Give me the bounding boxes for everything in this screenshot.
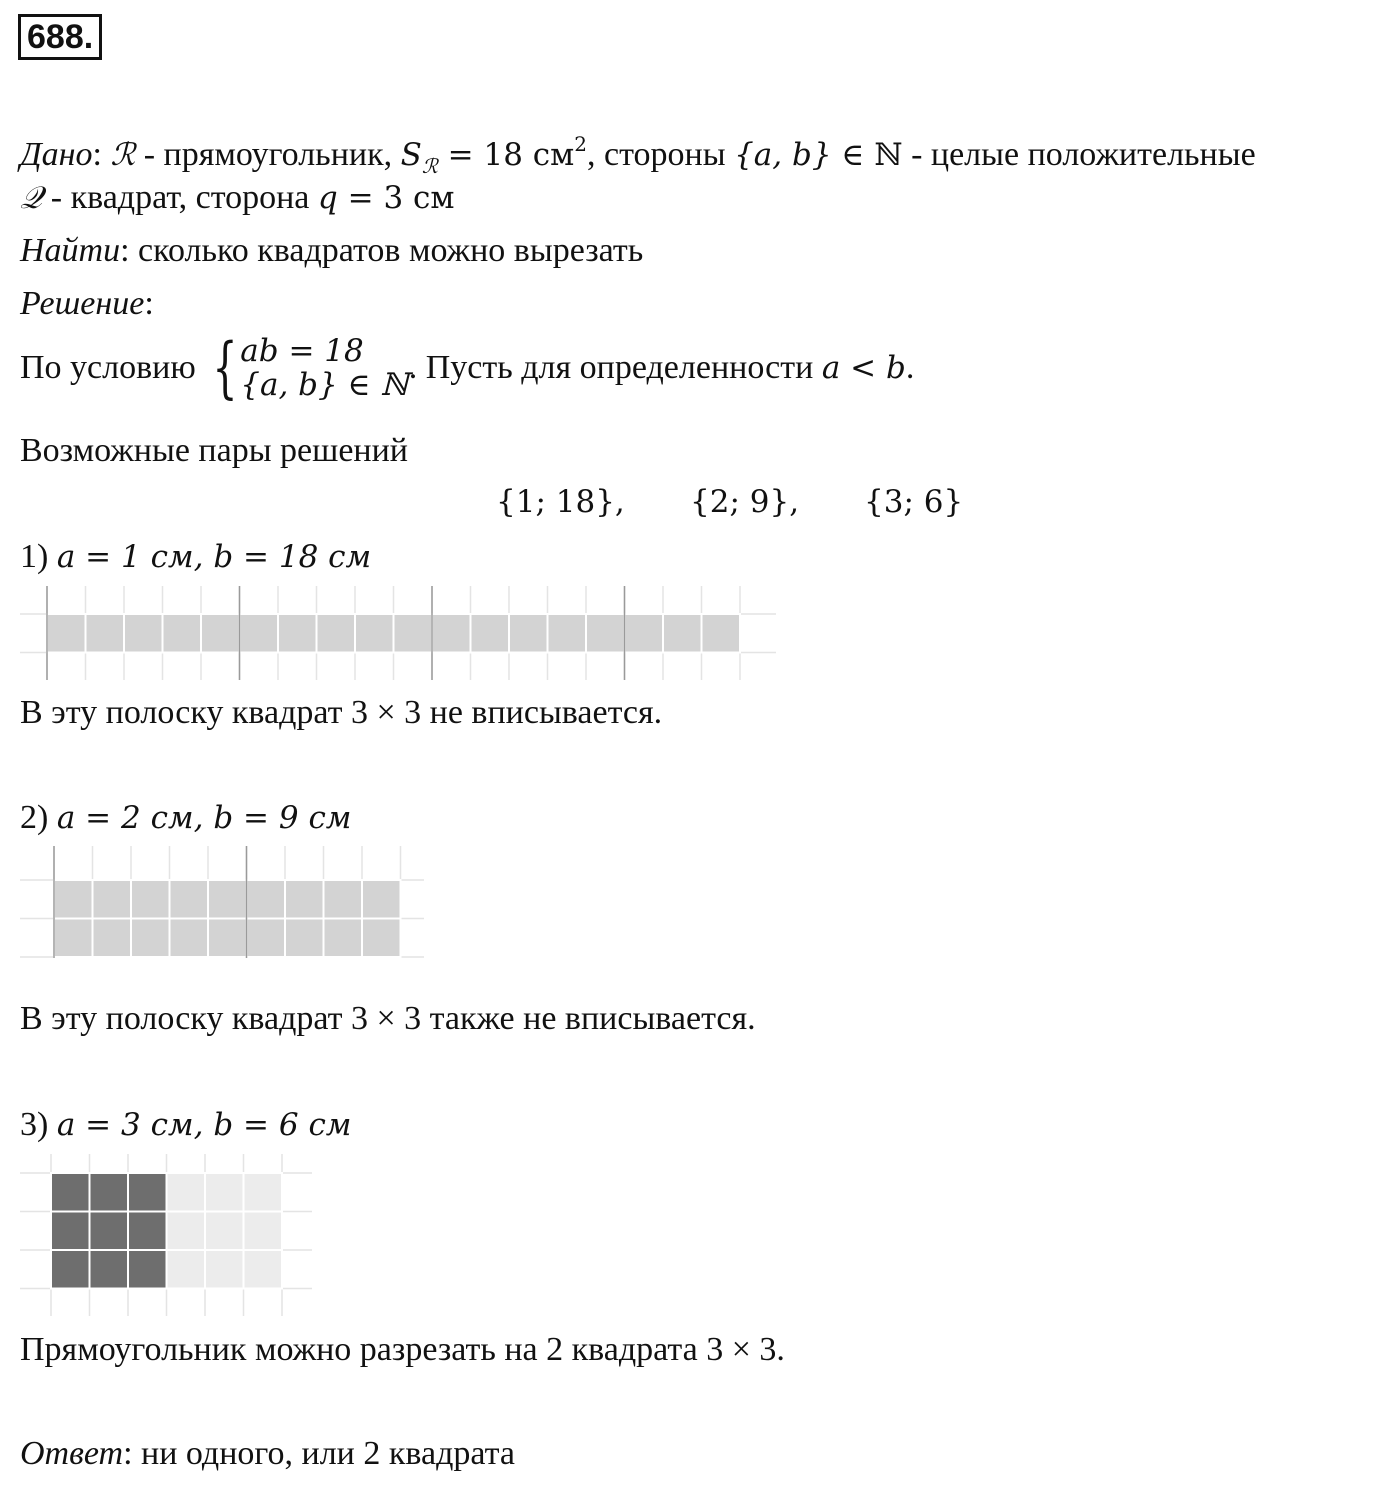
strip-cell — [324, 880, 363, 919]
strip-cell — [208, 880, 247, 919]
condition-inequality: a < b — [821, 350, 906, 386]
find-text: : сколько квадратов можно вырезать — [120, 232, 644, 269]
area-value: = 18 см — [437, 137, 575, 173]
strip-cell — [432, 614, 471, 653]
condition-text: . Пусть для определенности — [408, 349, 822, 386]
pair-item-3: {3; 6} — [864, 484, 964, 520]
solution-colon: : — [144, 285, 154, 322]
side-value: = 3 см — [337, 180, 455, 216]
system-row-1: ab = 18 — [240, 333, 364, 369]
given-square-text: - квадрат, сторона — [42, 179, 318, 216]
strip-cell — [205, 1173, 244, 1212]
case-3-equation: a = 3 см, b = 6 см — [56, 1107, 352, 1143]
strip-1x18-figure — [20, 586, 776, 680]
pair-item-1: {1; 18}, — [496, 484, 625, 520]
area-symbol: S — [400, 137, 422, 173]
strip-cell — [86, 614, 125, 653]
strip-cell — [205, 1250, 244, 1289]
strip-cell — [167, 1173, 206, 1212]
solution-line — [20, 284, 154, 324]
strip-cell — [93, 880, 132, 919]
strip-cell — [131, 919, 170, 958]
strip-cell — [244, 1250, 283, 1289]
naturals-membership: ∈ ℕ — [831, 137, 903, 173]
strip-cell — [625, 614, 664, 653]
strip-cell — [394, 614, 433, 653]
system-row-2: {a, b} ∈ ℕ — [240, 367, 409, 403]
strip-cell — [247, 880, 286, 919]
cut-square-cell — [90, 1212, 129, 1251]
case-1-equation: a = 1 см, b = 18 см — [56, 539, 372, 575]
cut-square-cell — [90, 1250, 129, 1289]
strip-cell — [201, 614, 240, 653]
cut-square-cell — [51, 1173, 90, 1212]
area-unit-power: 2 — [574, 132, 588, 156]
given-positive-text: - целые положительные — [902, 136, 1256, 173]
strip-cell — [355, 614, 394, 653]
strip-cell — [702, 614, 741, 653]
strip-cell — [163, 614, 202, 653]
strip-2x9-figure — [20, 846, 424, 958]
strip-cell — [208, 919, 247, 958]
strip-cell — [167, 1250, 206, 1289]
case-1-heading — [20, 537, 371, 577]
strip-cell — [247, 919, 286, 958]
strip-cell — [205, 1212, 244, 1251]
strip-cell — [170, 919, 209, 958]
condition-dot: . — [905, 349, 915, 386]
strip-cell — [548, 614, 587, 653]
side-symbol: q — [317, 180, 338, 216]
cut-square-cell — [128, 1212, 167, 1251]
cut-square-cell — [128, 1250, 167, 1289]
strip-cell — [93, 919, 132, 958]
square-symbol: 𝒬 — [20, 180, 43, 216]
strip-cell — [170, 880, 209, 919]
strip-cell — [509, 614, 548, 653]
pair-item-2: {2; 9}, — [690, 484, 800, 520]
rect-3x6-figure — [20, 1154, 312, 1316]
strip-cell — [124, 614, 163, 653]
rect-symbol: ℛ — [110, 137, 136, 173]
strip-cell — [131, 880, 170, 919]
cut-square-cell — [128, 1173, 167, 1212]
strip-cell — [240, 614, 279, 653]
condition-line — [20, 329, 915, 406]
strip-cell — [47, 614, 86, 653]
case-1-label: 1) — [20, 538, 57, 575]
strip-cell — [471, 614, 510, 653]
strip-cell — [663, 614, 702, 653]
strip-cell — [244, 1173, 283, 1212]
case-2-equation: a = 2 см, b = 9 см — [56, 800, 352, 836]
sides-set: {a, b} — [734, 137, 832, 173]
cut-square-cell — [51, 1250, 90, 1289]
strip-cell — [54, 880, 93, 919]
find-label: Найти — [20, 232, 121, 269]
answer-text: : ни одного, или 2 квадрата — [123, 1435, 515, 1472]
answer-line — [20, 1434, 515, 1474]
case-2-heading — [20, 798, 352, 838]
problem-number: 688. — [18, 14, 102, 60]
strip-cell — [285, 919, 324, 958]
pairs-intro: Возможные пары решений — [20, 432, 408, 469]
case-3-label: 3) — [20, 1106, 57, 1143]
strip-cell — [244, 1212, 283, 1251]
strip-cell — [278, 614, 317, 653]
strip-cell — [362, 919, 401, 958]
cut-square-cell — [51, 1212, 90, 1251]
area-subscript: ℛ — [421, 154, 438, 178]
given-rect-text: - прямоугольник, — [135, 136, 401, 173]
strip-cell — [285, 880, 324, 919]
system-brace: { — [212, 329, 238, 406]
condition-intro: По условию — [20, 349, 205, 386]
strip-cell — [167, 1212, 206, 1251]
strip-cell — [586, 614, 625, 653]
given-line-2 — [20, 178, 455, 218]
strip-cell — [317, 614, 356, 653]
answer-label: Ответ — [20, 1435, 124, 1472]
case-3-heading — [20, 1105, 352, 1145]
case-2-conclusion: В эту полоску квадрат 3 × 3 также не вписывается. — [20, 1000, 756, 1037]
strip-cell — [324, 919, 363, 958]
equation-system — [204, 329, 409, 406]
cut-square-cell — [90, 1173, 129, 1212]
strip-cell — [362, 880, 401, 919]
case-3-conclusion: Прямоугольник можно разрезать на 2 квадрата 3 × 3. — [20, 1331, 785, 1368]
given-label: Дано — [20, 136, 93, 173]
find-line — [20, 231, 643, 271]
given-line-1: Дано: ℛ - прямоугольник, $S_ℛ = 18$ $см^2$, стороны {a, b} ∈ ℕ - целые положительные — [20, 132, 1256, 178]
case-2-label: 2) — [20, 799, 57, 836]
case-1-conclusion: В эту полоску квадрат 3 × 3 не вписывается. — [20, 694, 663, 731]
solution-label: Решение — [20, 285, 145, 322]
given-sides-text: , стороны — [587, 136, 735, 173]
strip-cell — [54, 919, 93, 958]
